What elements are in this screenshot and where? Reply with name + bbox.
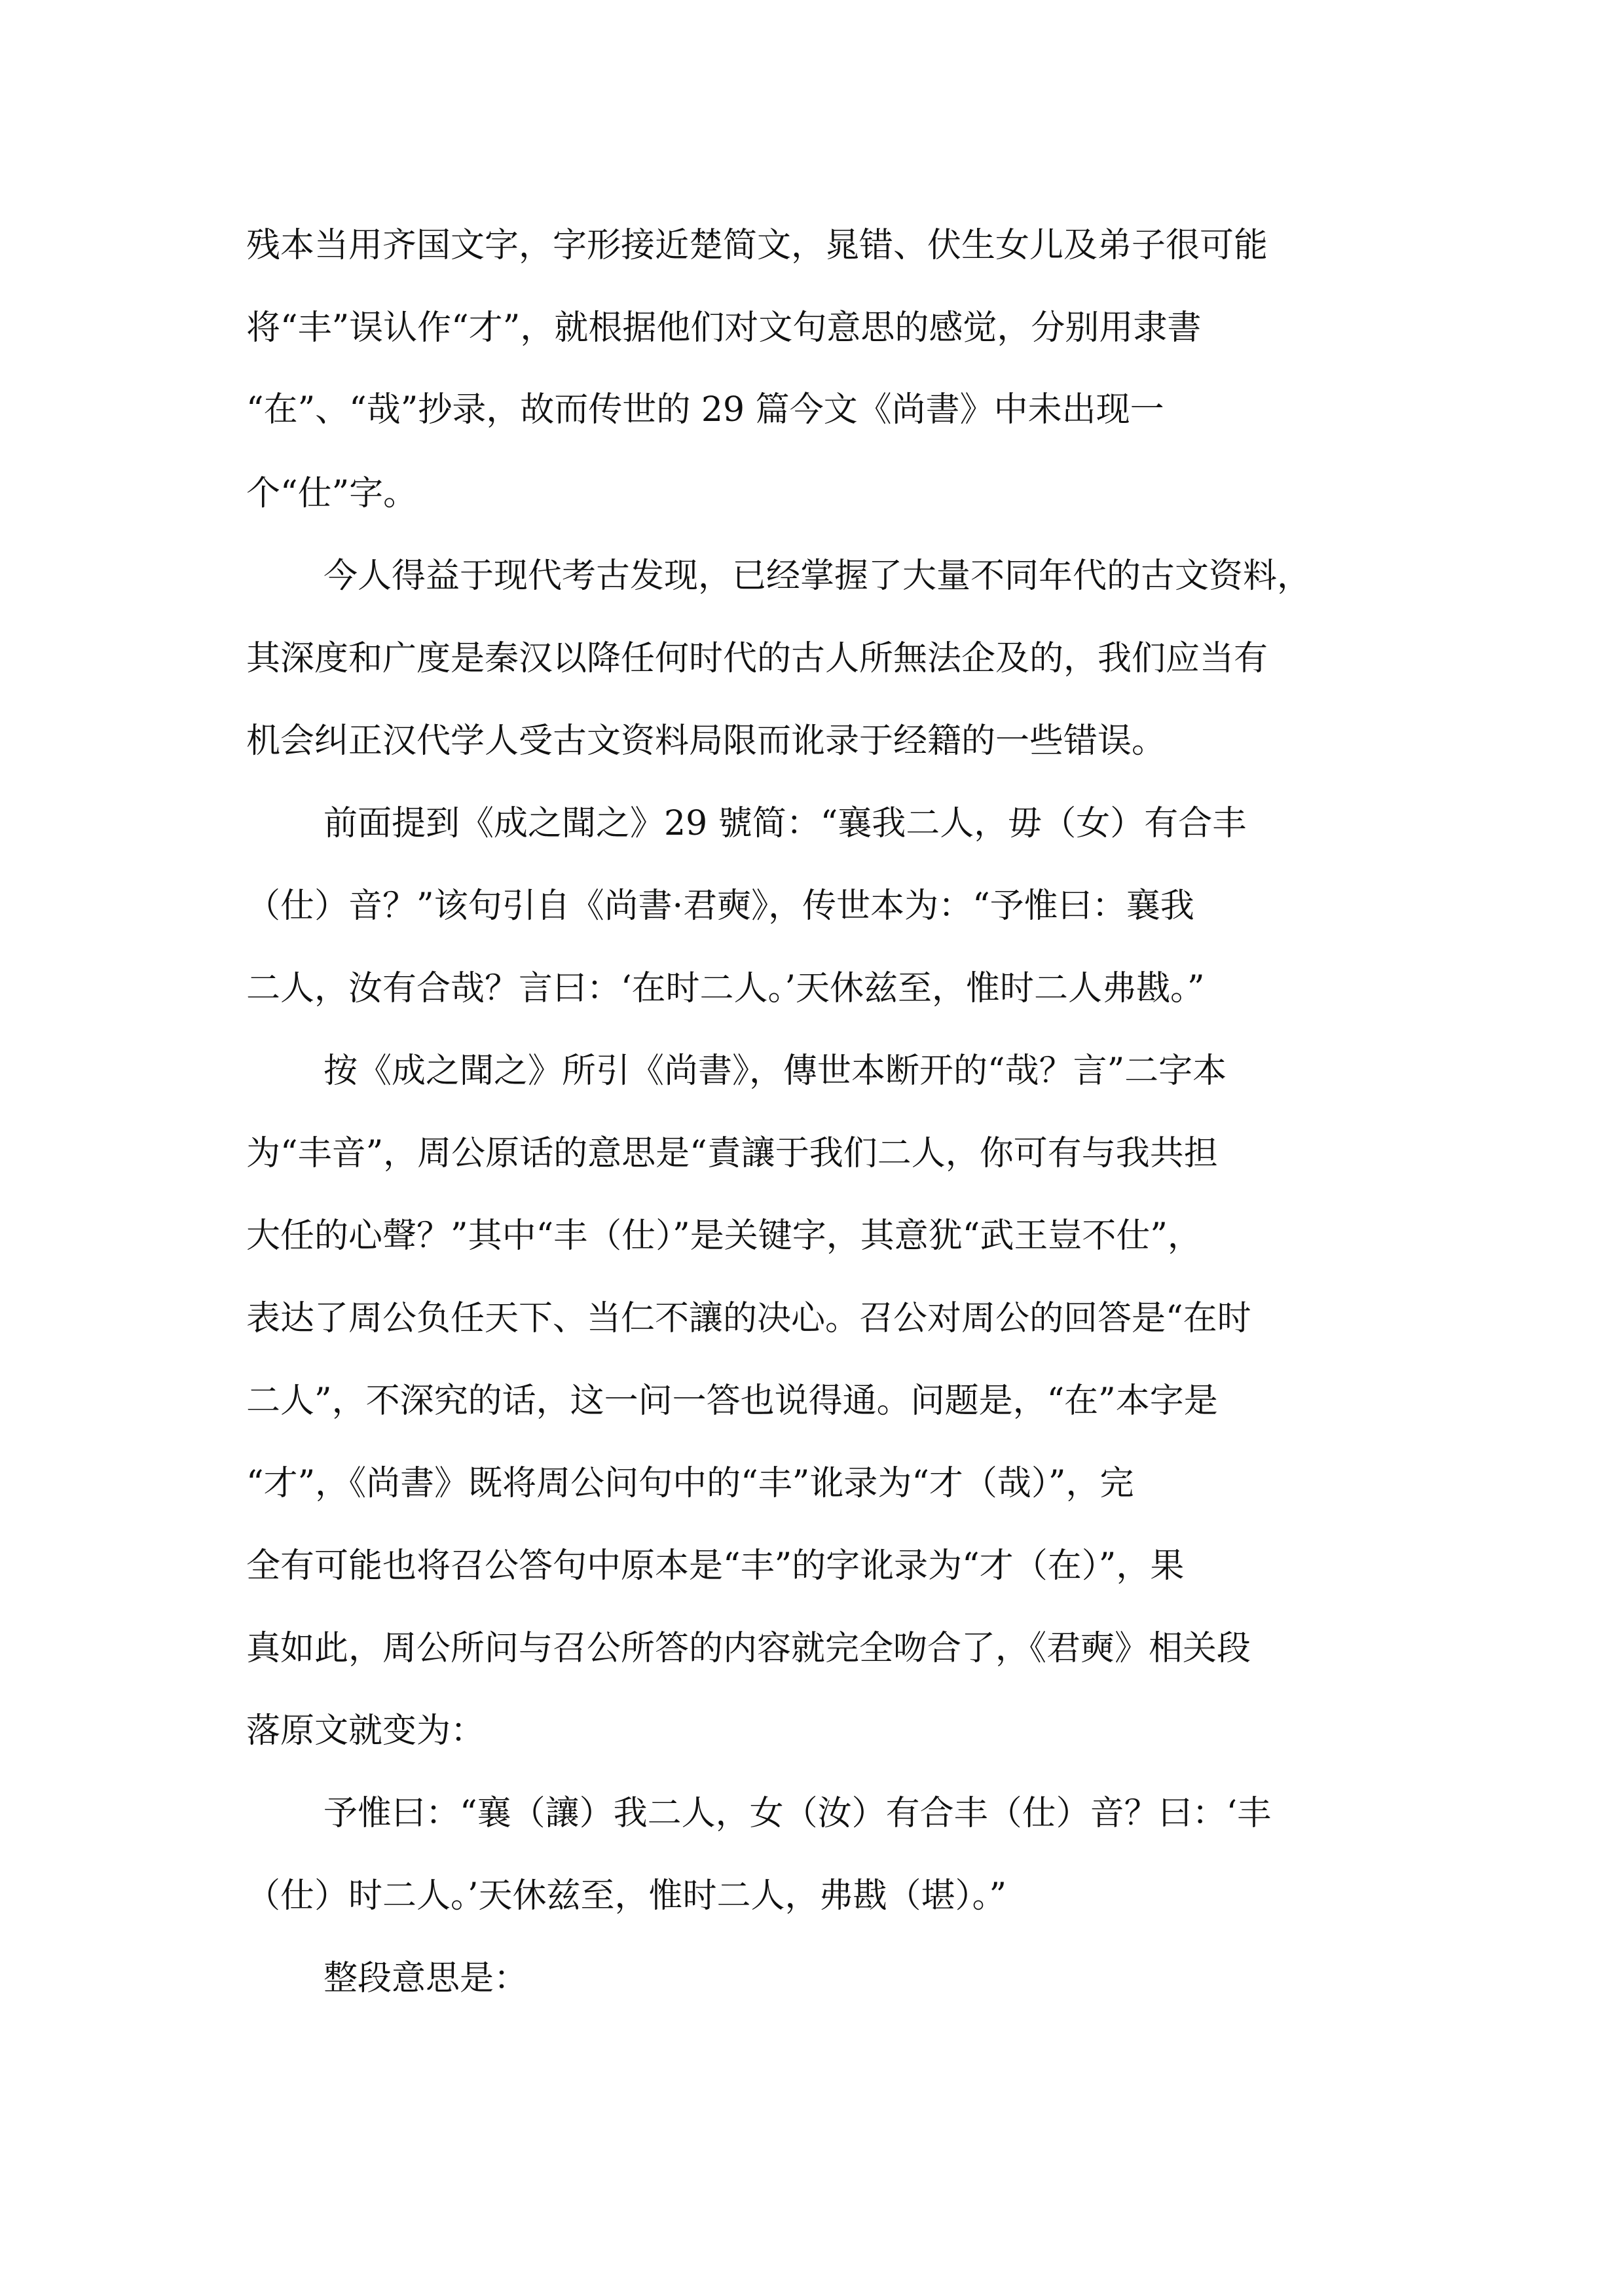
text-line: 真如此，周公所问与召公所答的内容就完全吻合了，《君奭》相关段 [246,1629,1251,1668]
text-line: 其深度和广度是秦汉以降任何时代的古人所無法企及的，我们应当有 [246,639,1268,678]
paragraph-first-line: 整段意思是： [323,1959,528,1998]
text-line: “才”，《尚書》既将周公问句中的“丰”讹录为“才（哉）”，完 [246,1464,1134,1503]
quote-first-line: 予惟曰：“襄（讓）我二人，女（汝）有合丰（仕）音？曰：‘丰 [323,1794,1272,1833]
text-line: 机会纠正汉代学人受古文资料局限而讹录于经籍的一些错误。 [246,721,1166,761]
text-line: 全有可能也将召公答句中原本是“丰”的字讹录为“才（在）”，果 [246,1546,1185,1586]
text-line: 将“丰”误认作“才”，就根据他们对文句意思的感觉，分别用隶書 [246,308,1202,348]
paragraph-first-line: 按《成之聞之》所引《尚書》，傳世本断开的“哉？言”二字本 [323,1051,1227,1091]
text-line: 落原文就变为： [246,1711,485,1751]
quote-line: （仕）时二人。’天休兹至，惟时二人，弗戡（堪）。” [246,1876,1007,1916]
paragraph-first-line: 今人得益于现代考古发现，已经掌握了大量不同年代的古文资料， [323,556,1312,596]
text-line: （仕）音？”该句引自《尚書·君奭》，传世本为：“予惟曰：襄我 [246,886,1194,926]
paragraph-first-line: 前面提到《成之聞之》29 號简：“襄我二人，毋（女）有合丰 [323,804,1247,843]
text-line: 表达了周公负任天下、当仁不讓的决心。召公对周公的回答是“在时 [246,1299,1251,1338]
text-line: 大任的心聲？”其中“丰（仕）”是关键字，其意犹“武王豈不仕”， [246,1216,1202,1256]
text-line: “在”、“哉”抄录，故而传世的 29 篇今文《尚書》中未出现一 [246,390,1164,429]
text-line: 残本当用齐国文字，字形接近楚简文，晁错、伏生女儿及弟子很可能 [246,226,1268,265]
text-line: 为“丰音”，周公原话的意思是“責讓于我们二人，你可有与我共担 [246,1134,1218,1173]
text-line: 二人”，不深究的话，这一问一答也说得通。问题是，“在”本字是 [246,1381,1218,1421]
text-line: 个“仕”字。 [246,474,418,513]
text-line: 二人，汝有合哉？言曰：‘在时二人。’天休兹至，惟时二人弗戡。” [246,969,1205,1008]
